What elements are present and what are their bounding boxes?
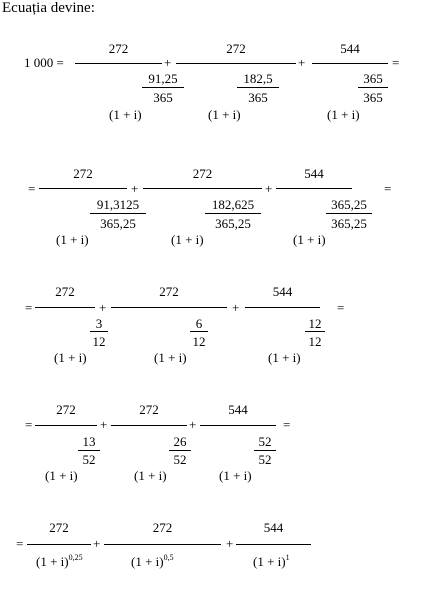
plus-sign: + — [164, 55, 172, 70]
numerator: 544 — [304, 166, 324, 181]
inner-numerator: 13 — [82, 434, 96, 449]
fraction-bar — [35, 425, 97, 426]
base-term: (1 + i) — [208, 107, 241, 122]
fraction-bar — [111, 307, 227, 308]
base-term: (1 + i) — [45, 468, 78, 483]
base-term: (1 + i) — [134, 468, 167, 483]
inner-fraction-bar — [358, 87, 388, 88]
inner-numerator: 182,5 — [243, 71, 273, 86]
inner-denominator: 365,25 — [100, 216, 136, 231]
numerator: 544 — [340, 41, 360, 56]
inner-numerator: 3 — [95, 316, 103, 331]
inner-denominator: 52 — [82, 452, 96, 467]
numerator: 272 — [55, 284, 75, 299]
equals-sign: = — [25, 417, 33, 432]
numerator: 272 — [159, 284, 179, 299]
numerator: 272 — [192, 166, 213, 181]
equals-sign: = — [392, 55, 400, 70]
equals-sign: = — [25, 300, 33, 315]
power-exponent: 0,25 — [68, 553, 83, 562]
inner-denominator: 365 — [153, 90, 173, 105]
inner-numerator: 91,25 — [148, 71, 178, 86]
inner-fraction-bar — [305, 331, 325, 332]
numerator: 544 — [263, 520, 284, 535]
fraction-bar — [27, 544, 91, 545]
inner-fraction-bar — [169, 450, 191, 451]
fraction-bar — [200, 425, 276, 426]
plus-sign: + — [189, 417, 197, 432]
inner-denominator: 12 — [192, 334, 206, 349]
base-term: (1 + i) — [219, 468, 252, 483]
numerator: 272 — [73, 166, 93, 181]
fraction-bar — [104, 544, 221, 545]
power-base: (1 + i) — [253, 554, 286, 569]
power-base: (1 + i) — [131, 554, 164, 569]
power-denominator — [131, 555, 174, 568]
base-term: (1 + i) — [56, 232, 89, 247]
inner-numerator: 365,25 — [331, 197, 367, 212]
plus-sign: + — [100, 417, 108, 432]
inner-denominator: 12 — [92, 334, 106, 349]
inner-fraction-bar — [90, 213, 146, 214]
power-exponent: 0,5 — [163, 553, 174, 562]
base-term: (1 + i) — [268, 350, 301, 365]
base-term: (1 + i) — [54, 350, 87, 365]
plus-sign: + — [232, 300, 240, 315]
numerator: 272 — [108, 41, 129, 56]
power-denominator — [36, 555, 83, 568]
inner-numerator: 91,3125 — [96, 197, 140, 212]
fraction-bar — [236, 544, 311, 545]
inner-fraction-bar — [190, 331, 208, 332]
numerator: 544 — [228, 402, 248, 417]
base-term: (1 + i) — [154, 350, 187, 365]
base-term: (1 + i) — [171, 232, 204, 247]
fraction-bar — [111, 425, 187, 426]
inner-numerator: 12 — [308, 316, 322, 331]
plus-sign: + — [298, 55, 306, 70]
fraction-bar — [35, 307, 95, 308]
fraction-bar — [276, 188, 352, 189]
inner-numerator: 6 — [195, 316, 203, 331]
inner-fraction-bar — [205, 213, 261, 214]
numerator: 272 — [226, 41, 246, 56]
inner-denominator: 12 — [308, 334, 322, 349]
numerator: 272 — [152, 520, 173, 535]
equals-sign: = — [28, 181, 36, 196]
inner-fraction-bar — [78, 450, 100, 451]
numerator: 544 — [272, 284, 293, 299]
inner-fraction-bar — [237, 87, 279, 88]
inner-denominator: 365,25 — [215, 216, 251, 231]
plus-sign: + — [99, 300, 107, 315]
equals-sign: = — [16, 536, 24, 551]
equals-sign: = — [283, 417, 291, 432]
inner-denominator: 365 — [248, 90, 268, 105]
inner-numerator: 365 — [363, 71, 383, 86]
inner-fraction-bar — [326, 213, 372, 214]
power-exponent: 1 — [285, 553, 290, 562]
heading: Ecuația devine: — [2, 0, 95, 16]
power-denominator — [253, 555, 290, 568]
lhs-value: 1 000 = — [24, 55, 64, 70]
inner-numerator: 52 — [258, 434, 272, 449]
plus-sign: + — [226, 536, 234, 551]
base-term: (1 + i) — [293, 232, 326, 247]
fraction-bar — [143, 188, 262, 189]
inner-denominator: 365,25 — [331, 216, 367, 231]
inner-numerator: 182,625 — [211, 197, 255, 212]
fraction-bar — [39, 188, 127, 189]
fraction-bar — [176, 63, 296, 64]
inner-denominator: 52 — [258, 452, 272, 467]
plus-sign: + — [93, 536, 101, 551]
fraction-bar — [245, 307, 320, 308]
power-base: (1 + i) — [36, 554, 69, 569]
inner-denominator: 365 — [363, 90, 383, 105]
plus-sign: + — [131, 181, 139, 196]
plus-sign: + — [265, 181, 273, 196]
fraction-bar — [75, 63, 162, 64]
inner-denominator: 52 — [173, 452, 187, 467]
equals-sign: = — [337, 300, 345, 315]
inner-fraction-bar — [142, 87, 184, 88]
numerator: 272 — [49, 520, 69, 535]
fraction-bar — [312, 63, 388, 64]
numerator: 272 — [139, 402, 159, 417]
inner-fraction-bar — [254, 450, 276, 451]
inner-fraction-bar — [90, 331, 108, 332]
inner-numerator: 26 — [173, 434, 187, 449]
base-term: (1 + i) — [109, 107, 142, 122]
numerator: 272 — [56, 402, 76, 417]
equals-sign: = — [384, 181, 392, 196]
base-term: (1 + i) — [327, 107, 360, 122]
